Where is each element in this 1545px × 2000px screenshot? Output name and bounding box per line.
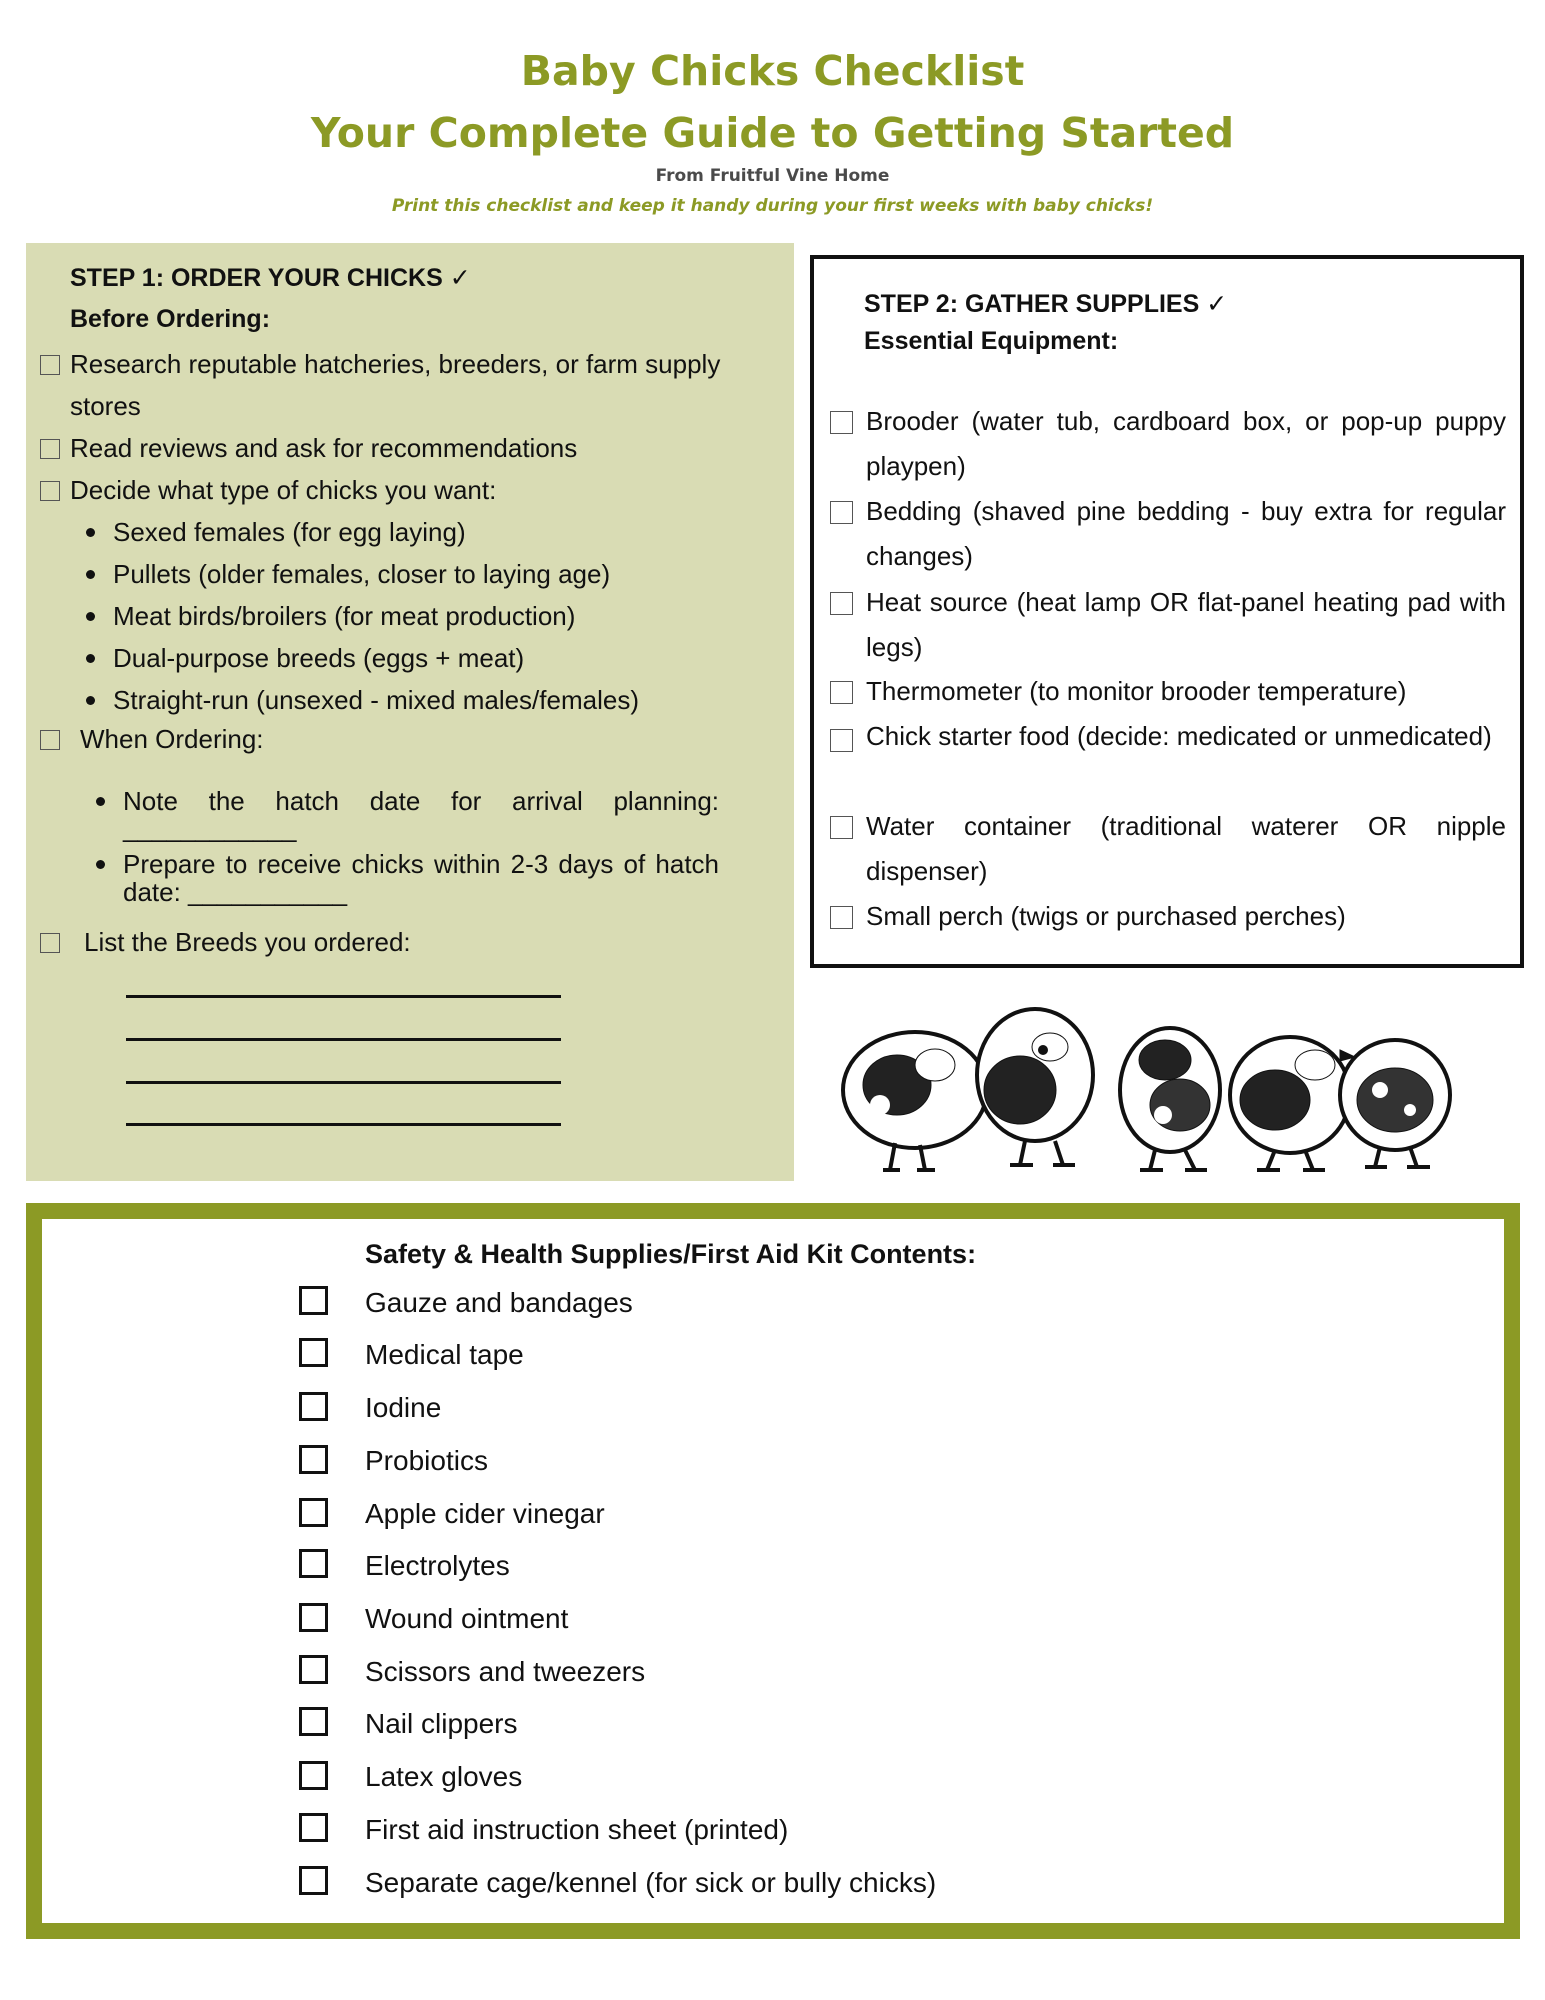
when-ordering-text: When Ordering: bbox=[80, 724, 264, 754]
water-line1: Water container (traditional waterer OR nipple bbox=[866, 811, 1506, 841]
perch-text: Small perch (twigs or purchased perches) bbox=[866, 901, 1346, 931]
checkbox-brooder[interactable] bbox=[830, 411, 853, 434]
thermometer-text: Thermometer (to monitor brooder temperature) bbox=[866, 676, 1407, 706]
step2-panel bbox=[810, 255, 1524, 968]
reviews-text: Read reviews and ask for recommendations bbox=[70, 433, 578, 463]
checkbox-reviews[interactable] bbox=[40, 439, 60, 459]
list-item: First aid instruction sheet (printed) bbox=[365, 1814, 789, 1845]
checkbox-probiotics[interactable] bbox=[299, 1445, 328, 1474]
step1-heading: STEP 1: ORDER YOUR CHICKS ✓ bbox=[70, 264, 471, 292]
checkbox-perch[interactable] bbox=[830, 906, 853, 929]
breed-line[interactable] bbox=[126, 1123, 561, 1126]
bedding-line1: Bedding (shaved pine bedding - buy extra for regular bbox=[866, 496, 1506, 526]
checkbox-heat-source[interactable] bbox=[830, 592, 853, 615]
list-item: Electrolytes bbox=[365, 1550, 510, 1581]
bedding-text bbox=[866, 489, 1506, 579]
brooder-line2: playpen) bbox=[866, 451, 966, 481]
list-item: Nail clippers bbox=[365, 1708, 518, 1739]
page-subtitle: Your Complete Guide to Getting Started bbox=[310, 109, 1235, 157]
checkbox-latex-gloves[interactable] bbox=[299, 1761, 328, 1790]
hatch-date-blank: ____________ bbox=[123, 813, 297, 843]
note-hatch-date: Note the hatch date for arrival planning: bbox=[123, 780, 719, 822]
list-item: Apple cider vinegar bbox=[365, 1498, 605, 1529]
checkbox-when-ordering[interactable] bbox=[40, 730, 60, 750]
breed-line[interactable] bbox=[126, 1038, 561, 1041]
list-item: Pullets (older females, closer to laying age) bbox=[113, 553, 733, 595]
step1-subheading: Before Ordering: bbox=[70, 305, 271, 333]
checkbox-iodine[interactable] bbox=[299, 1392, 328, 1421]
breed-line[interactable] bbox=[126, 1081, 561, 1084]
checkbox-wound-ointment[interactable] bbox=[299, 1603, 328, 1632]
print-note: Print this checklist and keep it handy during your first weeks with baby chicks! bbox=[391, 196, 1154, 216]
checkbox-apple-cider-vinegar[interactable] bbox=[299, 1498, 328, 1527]
prepare-date-blank: date: ___________ bbox=[123, 877, 348, 907]
food-text: Chick starter food (decide: medicated or unmedicated) bbox=[866, 721, 1492, 751]
safety-supplies-panel bbox=[26, 1203, 1520, 1939]
checkbox-thermometer[interactable] bbox=[830, 681, 853, 704]
checkbox-medical-tape[interactable] bbox=[299, 1338, 328, 1367]
list-item: Wound ointment bbox=[365, 1603, 569, 1634]
list-item: Straight-run (unsexed - mixed males/females) bbox=[113, 679, 733, 721]
breed-line[interactable] bbox=[126, 995, 561, 998]
baby-chicks-illustration bbox=[835, 995, 1455, 1180]
list-item: Iodine bbox=[365, 1392, 442, 1423]
step2-heading: STEP 2: GATHER SUPPLIES ✓ bbox=[864, 290, 1228, 318]
step1-panel bbox=[26, 243, 794, 1181]
checkbox-electrolytes[interactable] bbox=[299, 1549, 328, 1578]
checkbox-scissors[interactable] bbox=[299, 1655, 328, 1684]
list-item: Dual-purpose breeds (eggs + meat) bbox=[113, 637, 733, 679]
list-item: Gauze and bandages bbox=[365, 1287, 633, 1318]
bedding-line2: changes) bbox=[866, 541, 973, 571]
list-item: Latex gloves bbox=[365, 1761, 523, 1792]
list-item: Probiotics bbox=[365, 1445, 488, 1476]
safety-heading: Safety & Health Supplies/First Aid Kit Contents: bbox=[365, 1239, 977, 1269]
prepare-receive: Prepare to receive chicks within 2-3 days of hatch bbox=[123, 843, 719, 885]
source-credit: From Fruitful Vine Home bbox=[655, 166, 890, 186]
checkbox-bedding[interactable] bbox=[830, 501, 853, 524]
decide-text: Decide what type of chicks you want: bbox=[70, 475, 497, 505]
list-item: Meat birds/broilers (for meat production) bbox=[113, 595, 733, 637]
checkbox-list-breeds[interactable] bbox=[40, 933, 60, 953]
heat-line1: Heat source (heat lamp OR flat-panel heating pad with bbox=[866, 587, 1506, 617]
page-title: Baby Chicks Checklist bbox=[520, 47, 1025, 95]
checkbox-water[interactable] bbox=[830, 816, 853, 839]
list-item: Separate cage/kennel (for sick or bully chicks) bbox=[365, 1867, 937, 1898]
research-line1: Research reputable hatcheries, breeders, or farm supply bbox=[70, 349, 721, 379]
brooder-text bbox=[866, 399, 1506, 489]
step2-subheading: Essential Equipment: bbox=[864, 327, 1119, 355]
checkbox-research[interactable] bbox=[40, 355, 60, 375]
list-item: Scissors and tweezers bbox=[365, 1656, 646, 1687]
heat-line2: legs) bbox=[866, 632, 923, 662]
checkbox-first-aid-sheet[interactable] bbox=[299, 1813, 328, 1842]
list-item: Medical tape bbox=[365, 1339, 524, 1370]
checkbox-separate-cage[interactable] bbox=[299, 1866, 328, 1895]
checkbox-food[interactable] bbox=[830, 729, 853, 752]
list-item: Sexed females (for egg laying) bbox=[113, 511, 733, 553]
checkbox-decide[interactable] bbox=[40, 481, 60, 501]
heat-text bbox=[866, 580, 1506, 670]
checkbox-nail-clippers[interactable] bbox=[299, 1707, 328, 1736]
water-text bbox=[866, 804, 1506, 894]
list-breeds-text: List the Breeds you ordered: bbox=[84, 927, 411, 957]
research-line2: stores bbox=[70, 391, 141, 421]
checkbox-gauze[interactable] bbox=[299, 1286, 328, 1315]
research-text bbox=[70, 343, 770, 427]
page-header bbox=[0, 40, 1545, 218]
water-line2: dispenser) bbox=[866, 856, 988, 886]
brooder-line1: Brooder (water tub, cardboard box, or pop-up puppy bbox=[866, 406, 1506, 436]
